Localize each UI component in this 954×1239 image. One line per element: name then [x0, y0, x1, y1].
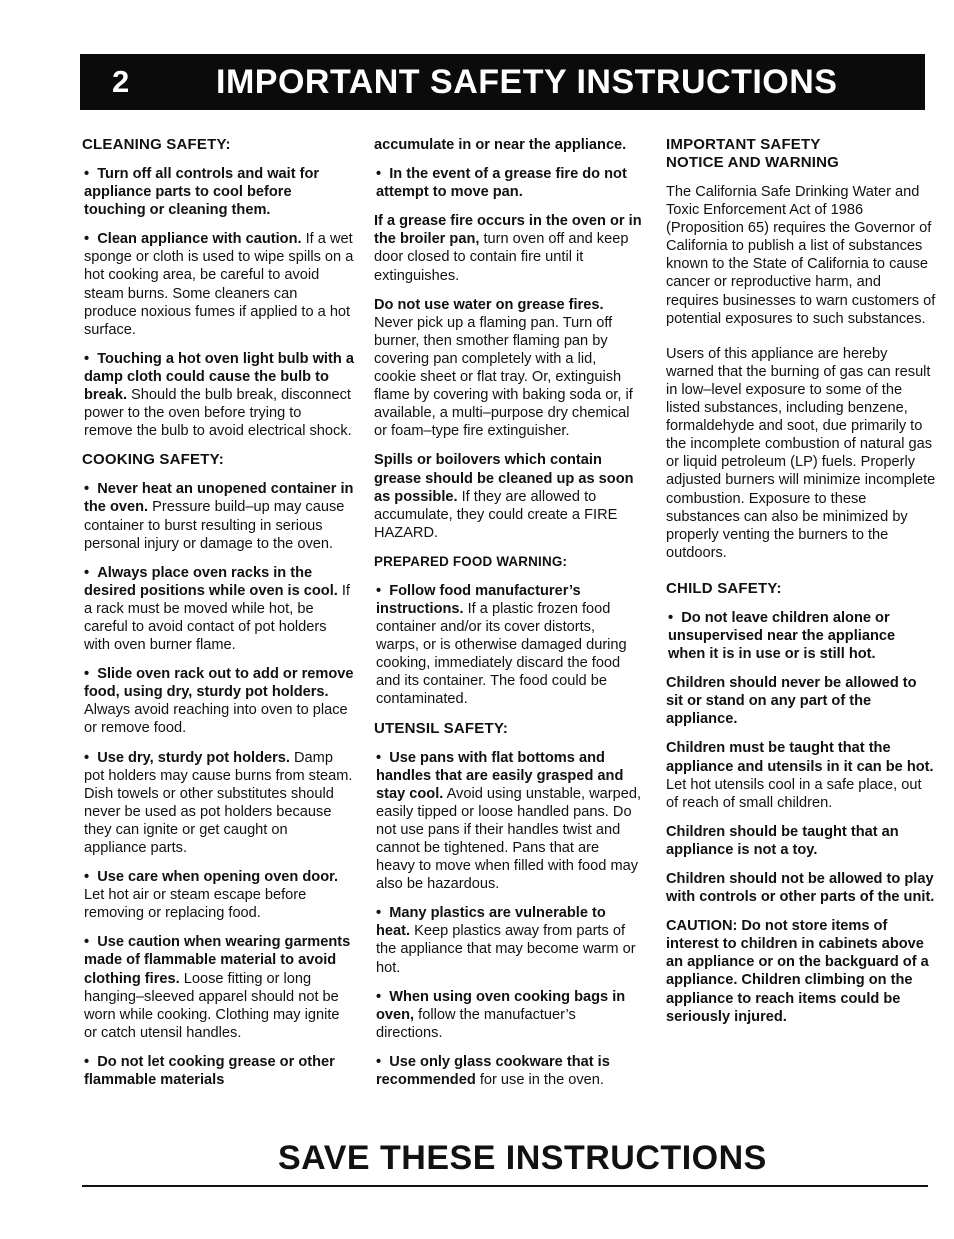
- cleaning-item-2: [82, 230, 354, 339]
- item-text: turn oven off and keep door closed to contain fire until it extinguishes.: [374, 231, 629, 284]
- item-bold: Many plastics are vulnerable to heat.: [376, 905, 606, 940]
- notice-heading: IMPORTANT SAFETY NOTICE AND WARNING: [666, 136, 840, 171]
- notice-paragraph-1: The California Safe Drinking Water and Toxic Enforcement Act of 1986 (Proposition 65) requires the Governor of California to publish a list of substances known to the State of California to cause cancer or reproductive harm, and requires businesses to warn customers of potential exposures to such substances.: [666, 184, 936, 327]
- grease-item-3: [374, 296, 642, 441]
- child-item-3: [666, 739, 936, 811]
- item-text: Always avoid reaching into oven to place or remove food.: [84, 702, 348, 737]
- cleaning-safety-heading: CLEANING SAFETY:: [82, 136, 231, 153]
- item-bold: Use dry, sturdy pot holders.: [97, 749, 290, 766]
- item-text: If a plastic frozen food container and/or its cover distorts, warps, or is otherwise damaged during cooking, immediately discard the food and its container. The food could be contaminated.: [376, 600, 627, 708]
- child-item-5: [666, 870, 936, 906]
- child-item-4: [666, 823, 936, 859]
- utensil-safety-heading: UTENSIL SAFETY:: [374, 719, 509, 737]
- item-bold: Children should never be allowed to sit or stand on any part of the appliance.: [666, 675, 917, 728]
- cooking-item-6: [82, 933, 354, 1042]
- cleaning-item-1: [82, 165, 354, 219]
- header-bar: [80, 54, 925, 110]
- item-text: Keep plastics away from parts of the appliance that may become warm or hot.: [376, 923, 636, 976]
- item-bold: Spills or boilovers which contain grease should be cleaned up as soon as possible.: [374, 452, 634, 505]
- page-number: 2: [112, 64, 130, 99]
- item-text: Damp pot holders may cause burns from steam. Dish towels or other substitutes should never be used as pot holders because they can ignite or get caught on appliance parts.: [84, 749, 353, 856]
- item-bold: Never heat an unopened container in the oven.: [84, 481, 354, 516]
- prepared-item-1: [374, 582, 642, 709]
- item-bold: Turn off all controls and wait for appliance parts to cool before touching or cleaning them.: [84, 166, 320, 219]
- cleaning-item-3: [82, 350, 354, 440]
- item-text: for use in the oven.: [475, 1072, 604, 1089]
- cooking-safety-heading: COOKING SAFETY:: [82, 451, 224, 469]
- item-bold: Children must be taught that the appliance and utensils in it can be hot.: [666, 740, 934, 775]
- column-2: [374, 136, 642, 1100]
- item-bold: Use care when opening oven door.: [97, 869, 339, 886]
- item-text: Loose fitting or long hanging–sleeved apparel should not be worn while cooking. Clothing may ignite or catch utensil handles.: [84, 970, 340, 1041]
- child-item-6: [666, 917, 936, 1026]
- item-bold: Always place oven racks in the desired positions while oven is cool.: [84, 564, 338, 599]
- child-item-1: [666, 609, 936, 663]
- child-safety-heading: CHILD SAFETY:: [666, 579, 782, 597]
- item-text: If a rack must be moved while hot, be careful to avoid contact of pot holders with oven burner flame.: [84, 582, 350, 654]
- item-bold: Follow food manufacturer’s instructions.: [376, 582, 581, 617]
- grease-item-1: [374, 165, 642, 201]
- column-1: [82, 136, 354, 1100]
- utensil-item-1: [374, 749, 642, 894]
- item-text: follow the manufactuer’s directions.: [376, 1006, 576, 1041]
- cooking-item-7: [82, 1053, 354, 1089]
- column-3: [666, 136, 936, 1037]
- cooking-item-5: [82, 868, 354, 922]
- item-text: If a wet sponge or cloth is used to wipe spills on a hot cooking area, be careful to avoid steam burns. Some cleaners can produce noxious fumes if applied to a hot surface.: [84, 231, 354, 338]
- item-bold: If a grease fire occurs in the oven or in the broiler pan,: [374, 213, 642, 248]
- utensil-item-4: [374, 1053, 642, 1089]
- item-bold: Use pans with flat bottoms and handles that are easily grasped and stay cool.: [376, 749, 624, 802]
- item-bold: Do not leave children alone or unsupervised near the appliance when it is in use or is still hot.: [668, 609, 896, 663]
- item-bold: Do not let cooking grease or other flammable materials: [84, 1053, 335, 1089]
- grease-continuation: [374, 136, 642, 154]
- item-text: Pressure build–up may cause container to burst resulting in serious personal injury or damage to the oven.: [84, 499, 345, 552]
- cooking-item-4: [82, 749, 354, 858]
- item-text: Let hot utensils cool in a safe place, out of reach of small children.: [666, 776, 922, 811]
- item-bold: In the event of a grease fire do not attempt to move pan.: [376, 166, 627, 201]
- item-text: Let hot air or steam escape before removing or replacing food.: [84, 887, 307, 922]
- utensil-item-2: [374, 904, 642, 976]
- grease-item-4: [374, 451, 642, 541]
- item-text: If they are allowed to accumulate, they could create a FIRE HAZARD.: [374, 488, 618, 541]
- prepared-food-heading: PREPARED FOOD WARNING:: [374, 553, 568, 569]
- item-bold: Clean appliance with caution.: [97, 231, 302, 248]
- save-instructions-title: SAVE THESE INSTRUCTIONS: [278, 1139, 767, 1177]
- item-bold: Do not use water on grease fires.: [374, 296, 604, 313]
- cooking-item-1: [82, 480, 354, 552]
- item-bold: Use only glass cookware that is recommended: [376, 1053, 610, 1089]
- page-title: IMPORTANT SAFETY INSTRUCTIONS: [216, 63, 838, 101]
- item-bold: When using oven cooking bags in oven,: [376, 988, 626, 1023]
- item-bold: Use caution when wearing garments made of flammable material to avoid clothing fires.: [84, 934, 351, 987]
- item-bold: Touching a hot oven light bulb with a damp cloth could cause the bulb to break.: [84, 350, 354, 404]
- grease-item-2: [374, 212, 642, 284]
- footer-divider: [82, 1185, 928, 1187]
- utensil-item-3: [374, 988, 642, 1042]
- cooking-item-3: [82, 665, 354, 737]
- item-bold: Children should not be allowed to play with controls or other parts of the unit.: [666, 871, 935, 906]
- item-bold: Slide oven rack out to add or remove food, using dry, sturdy pot holders.: [84, 666, 354, 701]
- item-text: Should the bulb break, disconnect power to the oven before trying to remove the bulb to avoid electrical shock.: [84, 387, 352, 440]
- notice-paragraph-2: Users of this appliance are hereby warned that the burning of gas can result in low–level exposure to some of the listed substances, including benzene, formaldehyde and soot, due primarily to the incomplete combustion of natural gas or liquid petroleum (LP) fuels. Properly adjusted burners will minimize incomplete combustion. Exposure to these substances can also be minimized by properly venting the burners to the outdoors.: [666, 345, 936, 561]
- cooking-item-2: [82, 564, 354, 654]
- item-text: Avoid using unstable, warped, easily tipped or loose handled pans. Do not use pans if their handles twist and cannot be tightened. Pans that are heavy to move when filled with food may also be hazardous.: [376, 785, 642, 893]
- item-bold: CAUTION: Do not store items of interest to children in cabinets above an appliance or on the backguard of a appliance. Children climbing on the appliance to reach items could be seriously injured.: [666, 918, 929, 1025]
- item-text: Never pick up a flaming pan. Turn off burner, then smother flaming pan by covering pan completely with a lid, cookie sheet or flat tray. Or, extinguish flame by covering with baking soda or, if available, a multi–purpose dry chemical or foam–type fire extinguisher.: [374, 314, 633, 440]
- item-bold: Children should be taught that an appliance is not a toy.: [666, 823, 899, 858]
- item-bold: accumulate in or near the appliance.: [374, 137, 627, 153]
- child-item-2: [666, 674, 936, 728]
